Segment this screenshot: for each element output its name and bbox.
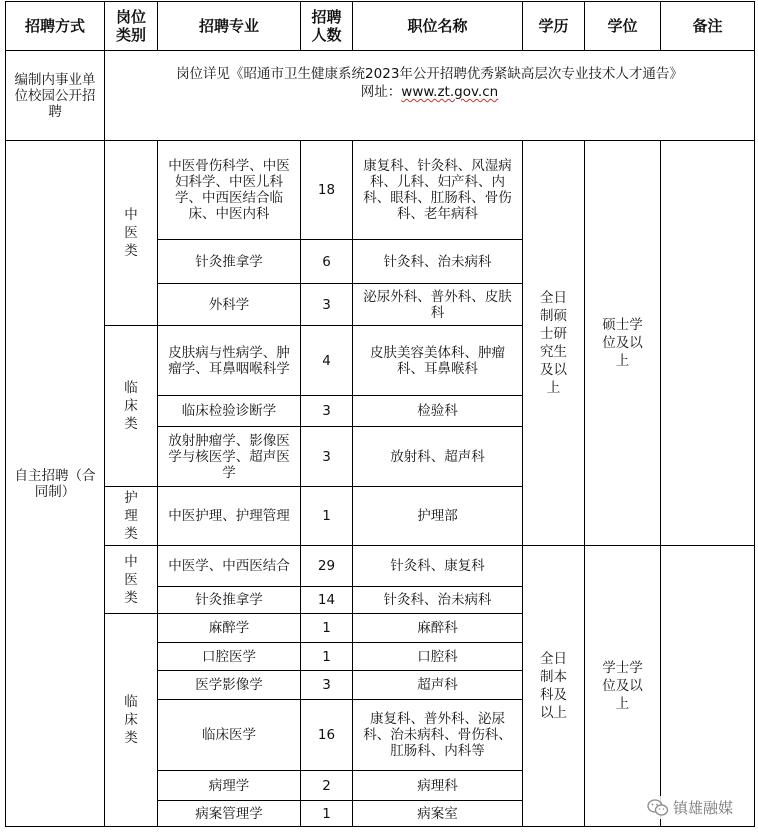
count-cell: 3 xyxy=(301,671,353,700)
count-cell: 16 xyxy=(301,700,353,771)
position-cell: 针灸科、治未病科 xyxy=(353,240,523,284)
position-cell: 泌尿外科、普外科、皮肤科 xyxy=(353,284,523,326)
major-cell: 口腔医学 xyxy=(158,643,301,671)
major-cell: 中医护理、护理管理 xyxy=(158,487,301,546)
count-cell: 2 xyxy=(301,771,353,801)
category-nursing: 护理类 xyxy=(105,487,158,546)
major-cell: 病理学 xyxy=(158,771,301,801)
url-label: 网址： xyxy=(360,84,402,100)
header-education: 学历 xyxy=(523,2,585,51)
position-cell: 口腔科 xyxy=(353,643,523,671)
header-row xyxy=(6,2,755,51)
wechat-icon xyxy=(647,799,669,817)
self-recruit-method: 自主招聘（合同制） xyxy=(6,141,105,827)
count-cell: 3 xyxy=(301,284,353,326)
position-cell: 针灸科、治未病科 xyxy=(353,587,523,614)
url-link[interactable]: www.zt.gov.cn xyxy=(401,84,499,100)
position-cell: 检验科 xyxy=(353,396,523,427)
school-recruit-text: 岗位详见《昭通市卫生健康系统2023年公开招聘优秀紧缺高层次专业技术人才通告》 xyxy=(176,66,683,82)
count-cell: 14 xyxy=(301,587,353,614)
major-cell: 针灸推拿学 xyxy=(158,240,301,284)
remarks-cell-2 xyxy=(661,546,755,827)
category-clinical: 临床类 xyxy=(105,326,158,487)
remarks-cell xyxy=(661,141,755,546)
major-cell: 麻醉学 xyxy=(158,614,301,643)
count-cell: 1 xyxy=(301,614,353,643)
bachelor-education: 全日制本科及以上 xyxy=(523,546,585,827)
category-tcm-2: 中医类 xyxy=(105,546,158,614)
masters-education: 全日制硕士研究生及以上 xyxy=(523,141,585,546)
count-cell: 3 xyxy=(301,396,353,427)
major-cell: 医学影像学 xyxy=(158,671,301,700)
school-recruit-row xyxy=(6,51,755,141)
position-cell: 皮肤美容美体科、肿瘤科、耳鼻喉科 xyxy=(353,326,523,396)
major-cell: 病案管理学 xyxy=(158,801,301,827)
major-cell: 外科学 xyxy=(158,284,301,326)
position-cell: 放射科、超声科 xyxy=(353,427,523,487)
watermark-text: 镇雄融媒 xyxy=(672,799,733,817)
position-cell: 超声科 xyxy=(353,671,523,700)
major-cell: 临床医学 xyxy=(158,700,301,771)
count-cell: 4 xyxy=(301,326,353,396)
table-row xyxy=(6,546,755,587)
category-tcm: 中医类 xyxy=(105,141,158,326)
header-count: 招聘人数 xyxy=(301,2,353,51)
header-position: 职位名称 xyxy=(353,2,523,51)
header-category: 岗位类别 xyxy=(105,2,158,51)
masters-degree: 硕士学位及以上 xyxy=(585,141,661,546)
position-cell: 护理部 xyxy=(353,487,523,546)
position-cell: 康复科、针灸科、风湿病科、儿科、妇产科、内科、眼科、肛肠科、骨伤科、老年病科 xyxy=(353,141,523,240)
header-major: 招聘专业 xyxy=(158,2,301,51)
major-cell: 临床检验诊断学 xyxy=(158,396,301,427)
count-cell: 18 xyxy=(301,141,353,240)
school-recruit-method: 编制内事业单位校园公开招聘 xyxy=(6,51,105,141)
position-cell: 麻醉科 xyxy=(353,614,523,643)
count-cell: 1 xyxy=(301,801,353,827)
count-cell: 6 xyxy=(301,240,353,284)
major-cell: 针灸推拿学 xyxy=(158,587,301,614)
category-clinical-2: 临床类 xyxy=(105,614,158,827)
major-cell: 中医学、中西医结合 xyxy=(158,546,301,587)
bachelor-degree: 学士学位及以上 xyxy=(585,546,661,827)
table-row xyxy=(6,141,755,240)
header-remarks: 备注 xyxy=(661,2,755,51)
header-degree: 学位 xyxy=(585,2,661,51)
count-cell: 1 xyxy=(301,487,353,546)
position-cell: 病案室 xyxy=(353,801,523,827)
position-cell: 针灸科、康复科 xyxy=(353,546,523,587)
header-method: 招聘方式 xyxy=(6,2,105,51)
count-cell: 3 xyxy=(301,427,353,487)
position-cell: 病理科 xyxy=(353,771,523,801)
count-cell: 1 xyxy=(301,643,353,671)
position-cell: 康复科、普外科、泌尿科、治未病科、骨伤科、肛肠科、内科等 xyxy=(353,700,523,771)
school-recruit-detail xyxy=(105,51,755,141)
major-cell: 放射肿瘤学、影像医学与核医学、超声医学 xyxy=(158,427,301,487)
major-cell: 中医骨伤科学、中医妇科学、中医儿科学、中西医结合临床、中医内科 xyxy=(158,141,301,240)
major-cell: 皮肤病与性病学、肿瘤学、耳鼻咽喉科学 xyxy=(158,326,301,396)
recruitment-table xyxy=(5,1,755,827)
count-cell: 29 xyxy=(301,546,353,587)
watermark xyxy=(644,796,736,819)
